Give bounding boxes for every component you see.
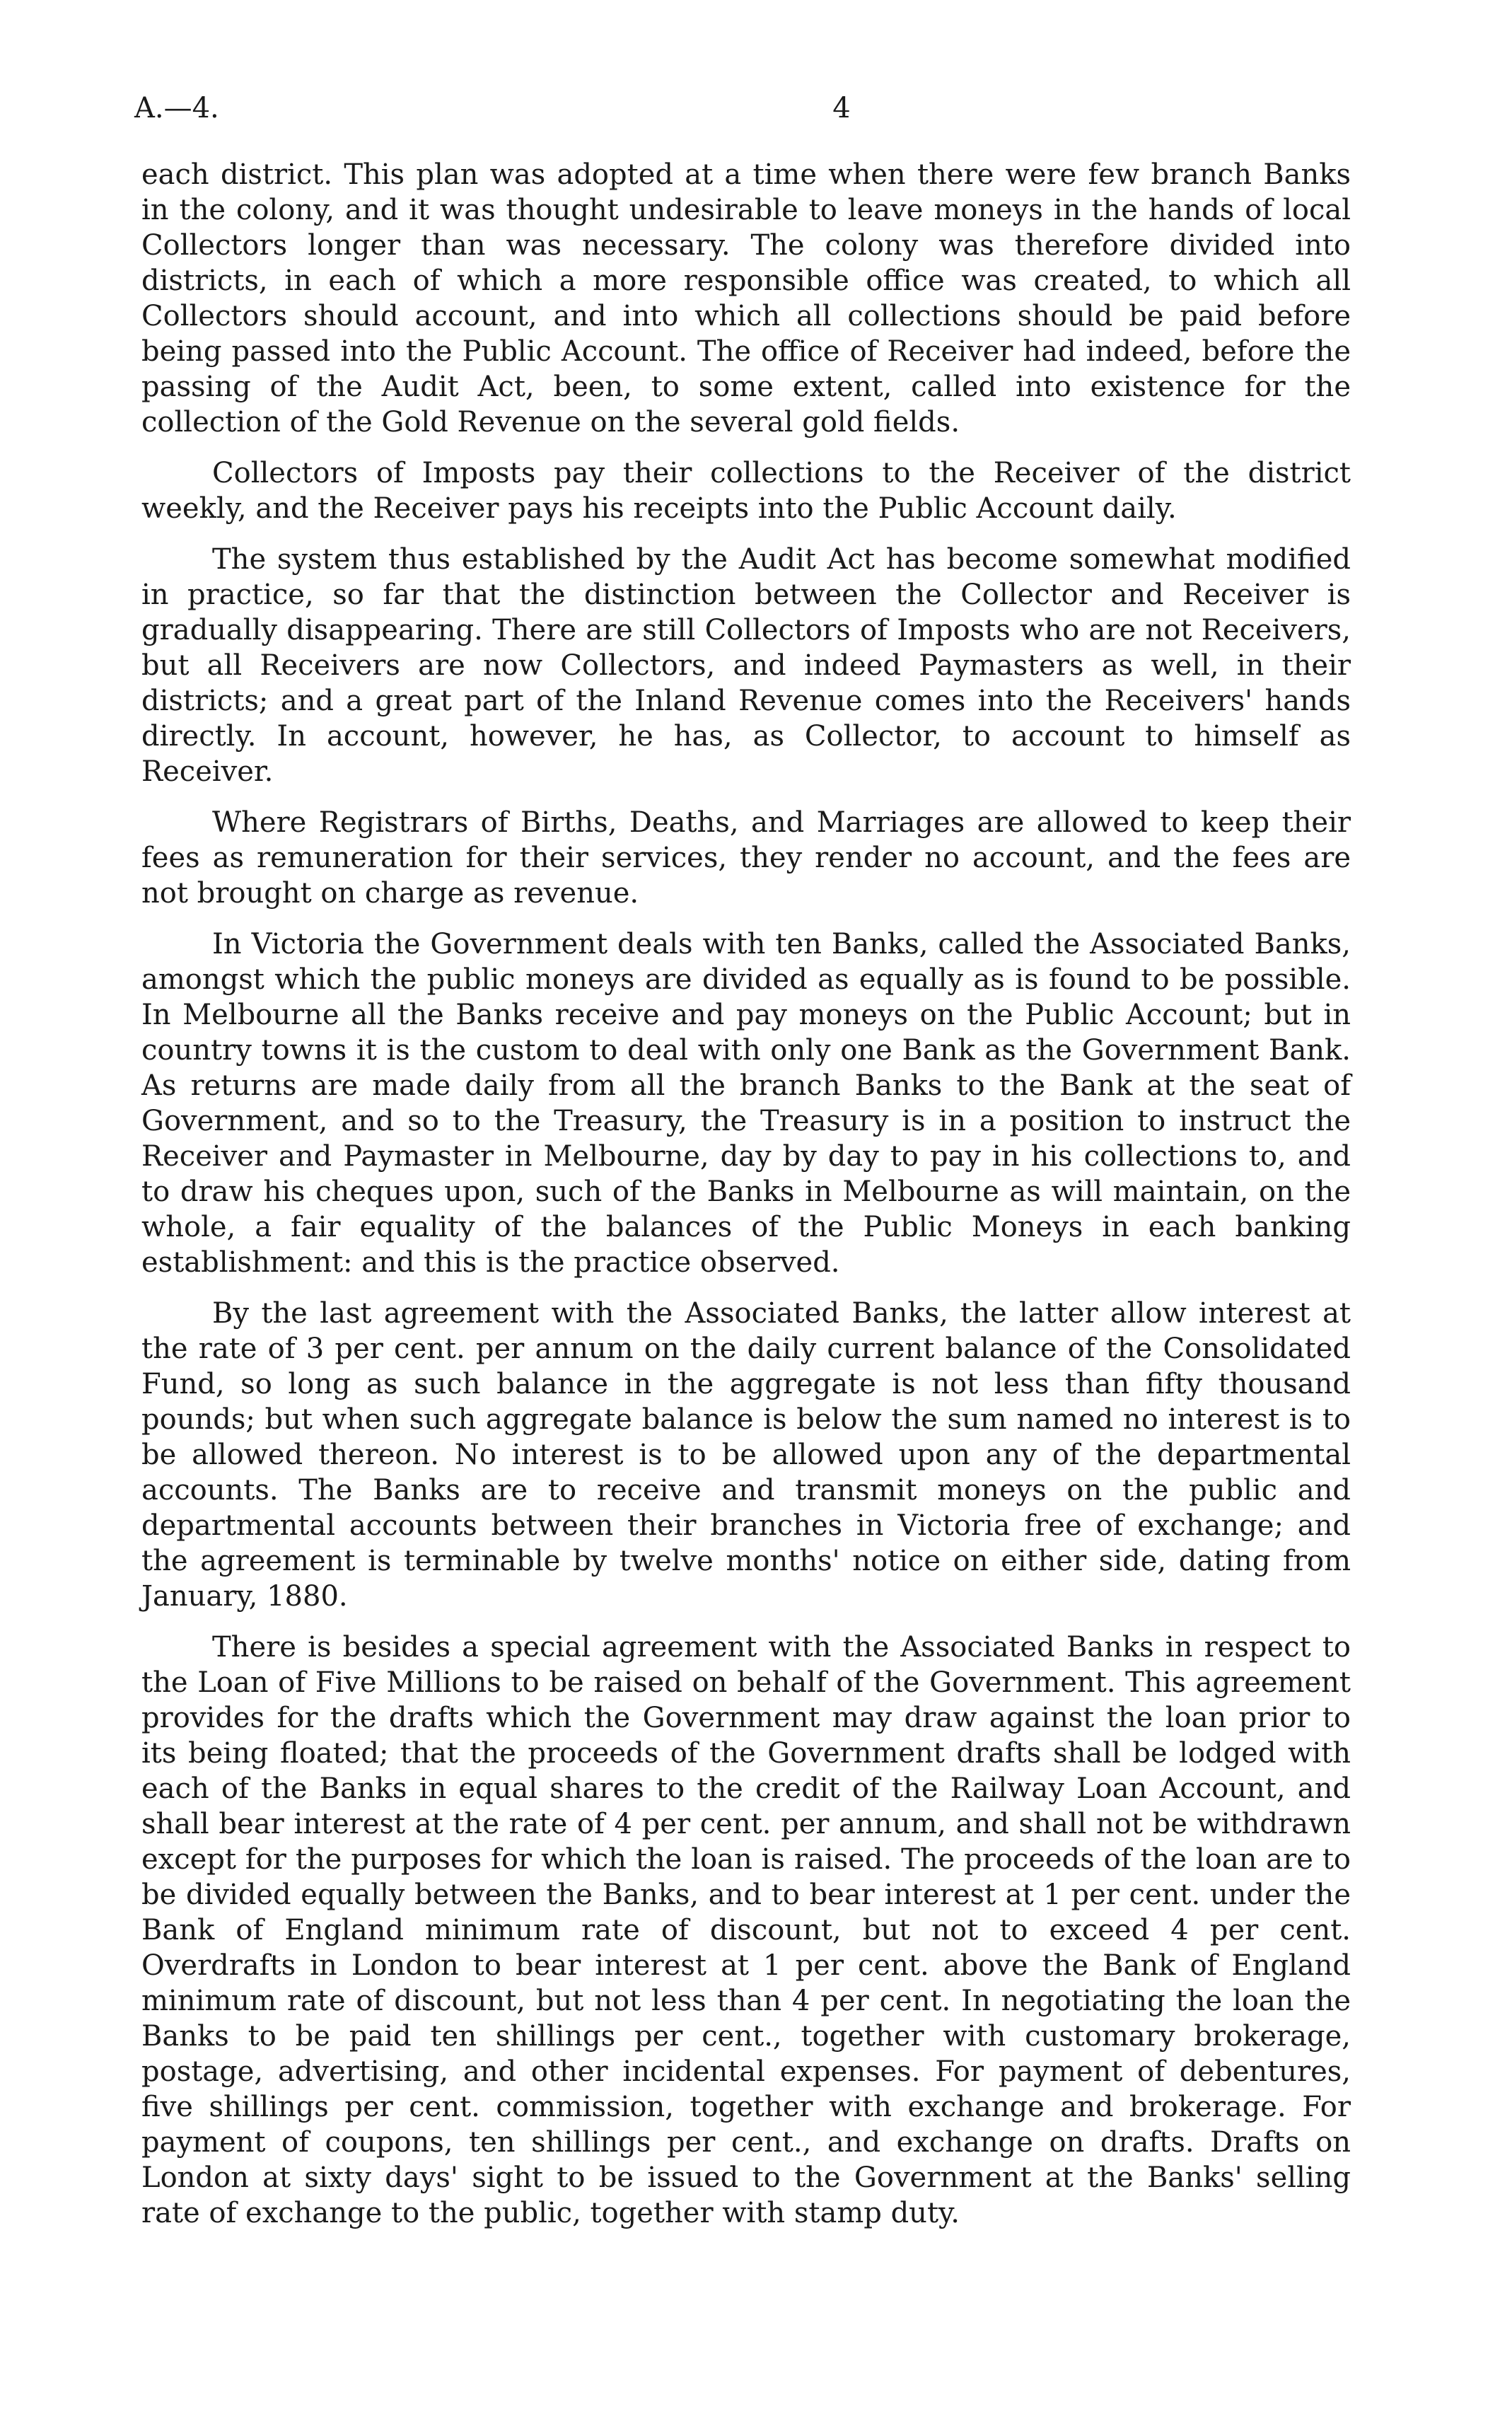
paragraph-five-millions-loan: There is besides a special agreement with the Associated Banks in respect to the Loan of Five Millions to be raised on behalf of the Government. This agreement provides for the drafts which the Government may draw against the loan prior to its being floated; that the proceeds of the Government drafts shall be lodged with each of the Banks in equal shares to the credit of the Railway Loan Account, and shall bear interest at the rate of 4 per cent. per annum, and shall not be withdrawn except for the purposes for which the loan is raised. The proceeds of the loan are to be divided equally between the Banks, and to bear interest at 1 per cent. under the Bank of England minimum rate of discount, but not to exceed 4 per cent. Overdrafts in London to bear interest at 1 per cent. above the Bank of England minimum rate of discount, but not less than 4 per cent. In negotiating the loan the Banks to be paid ten shillings per cent., together with customary brokerage, postage, advertising, and other incidental expenses. For payment of debentures, five shillings per cent. commission, together with exchange and brokerage. For payment of coupons, ten shillings per cent., and exchange on drafts. Drafts on London at sixty days' sight to be issued to the Government at the Banks' selling rate of exchange to the public, together with stamp duty. xyxy=(141,1631,1351,2229)
paragraph-collectors-of-imposts: Collectors of Imposts pay their collections to the Receiver of the district weekly, and the Receiver pays his receipts into the Public Account daily. xyxy=(141,457,1351,525)
paragraph-district-receivers: each district. This plan was adopted at a time when there were few branch Banks in the colony, and it was thought undesirable to leave moneys in the hands of local Collectors longer than was necessary. The colony was therefore divided into districts, in each of which a more responsible office was created, to which all Collectors should account, and into which all collections should be paid before being passed into the Public Account. The office of Receiver had indeed, before the passing of the Audit Act, been, to some extent, called into existence for the collection of the Gold Revenue on the several gold fields. xyxy=(141,158,1351,439)
paragraph-associated-banks: In Victoria the Government deals with ten Banks, called the Associated Banks, amongst which the public moneys are divided as equally as is found to be possible. In Melbourne all the Banks receive and pay moneys on the Public Account; but in country towns it is the custom to deal with only one Bank as the Government Bank. As returns are made daily from all the branch Banks to the Bank at the seat of Government, and so to the Treasury, the Treasury is in a position to instruct the Receiver and Paymaster in Melbourne, day by day to pay in his collections to, and to draw his cheques upon, such of the Banks in Melbourne as will maintain, on the whole, a fair equality of the balances of the Public Moneys in each banking establishment: and this is the practice observed. xyxy=(141,928,1351,1279)
paragraph-audit-act-system: The system thus established by the Audit Act has become somewhat modified in practice, so far that the distinction between the Collector and Receiver is gradually disappearing. There are still Collectors of Imposts who are not Receivers, but all Receivers are now Collectors, and indeed Paymasters as well, in their districts; and a great part of the Inland Revenue comes into the Receivers' hands directly. In account, however, he has, as Collector, to account to himself as Receiver. xyxy=(141,543,1351,788)
page-number: 4 xyxy=(832,92,851,124)
document-reference: A.—4. xyxy=(134,92,219,124)
page-header xyxy=(134,92,1351,134)
paragraph-registrars-fees: Where Registrars of Births, Deaths, and Marriages are allowed to keep their fees as remuneration for their services, they render no account, and the fees are not brought on charge as revenue. xyxy=(141,806,1351,910)
paragraph-interest-agreement: By the last agreement with the Associated Banks, the latter allow interest at the rate of 3 per cent. per annum on the daily current balance of the Consolidated Fund, so long as such balance in the aggregate is not less than fifty thousand pounds; but when such aggregate balance is below the sum named no interest is to be allowed thereon. No interest is to be allowed upon any of the departmental accounts. The Banks are to receive and transmit moneys on the public and departmental accounts between their branches in Victoria free of exchange; and the agreement is terminable by twelve months' notice on either side, dating from January, 1880. xyxy=(141,1297,1351,1613)
page-body xyxy=(141,157,1351,2231)
